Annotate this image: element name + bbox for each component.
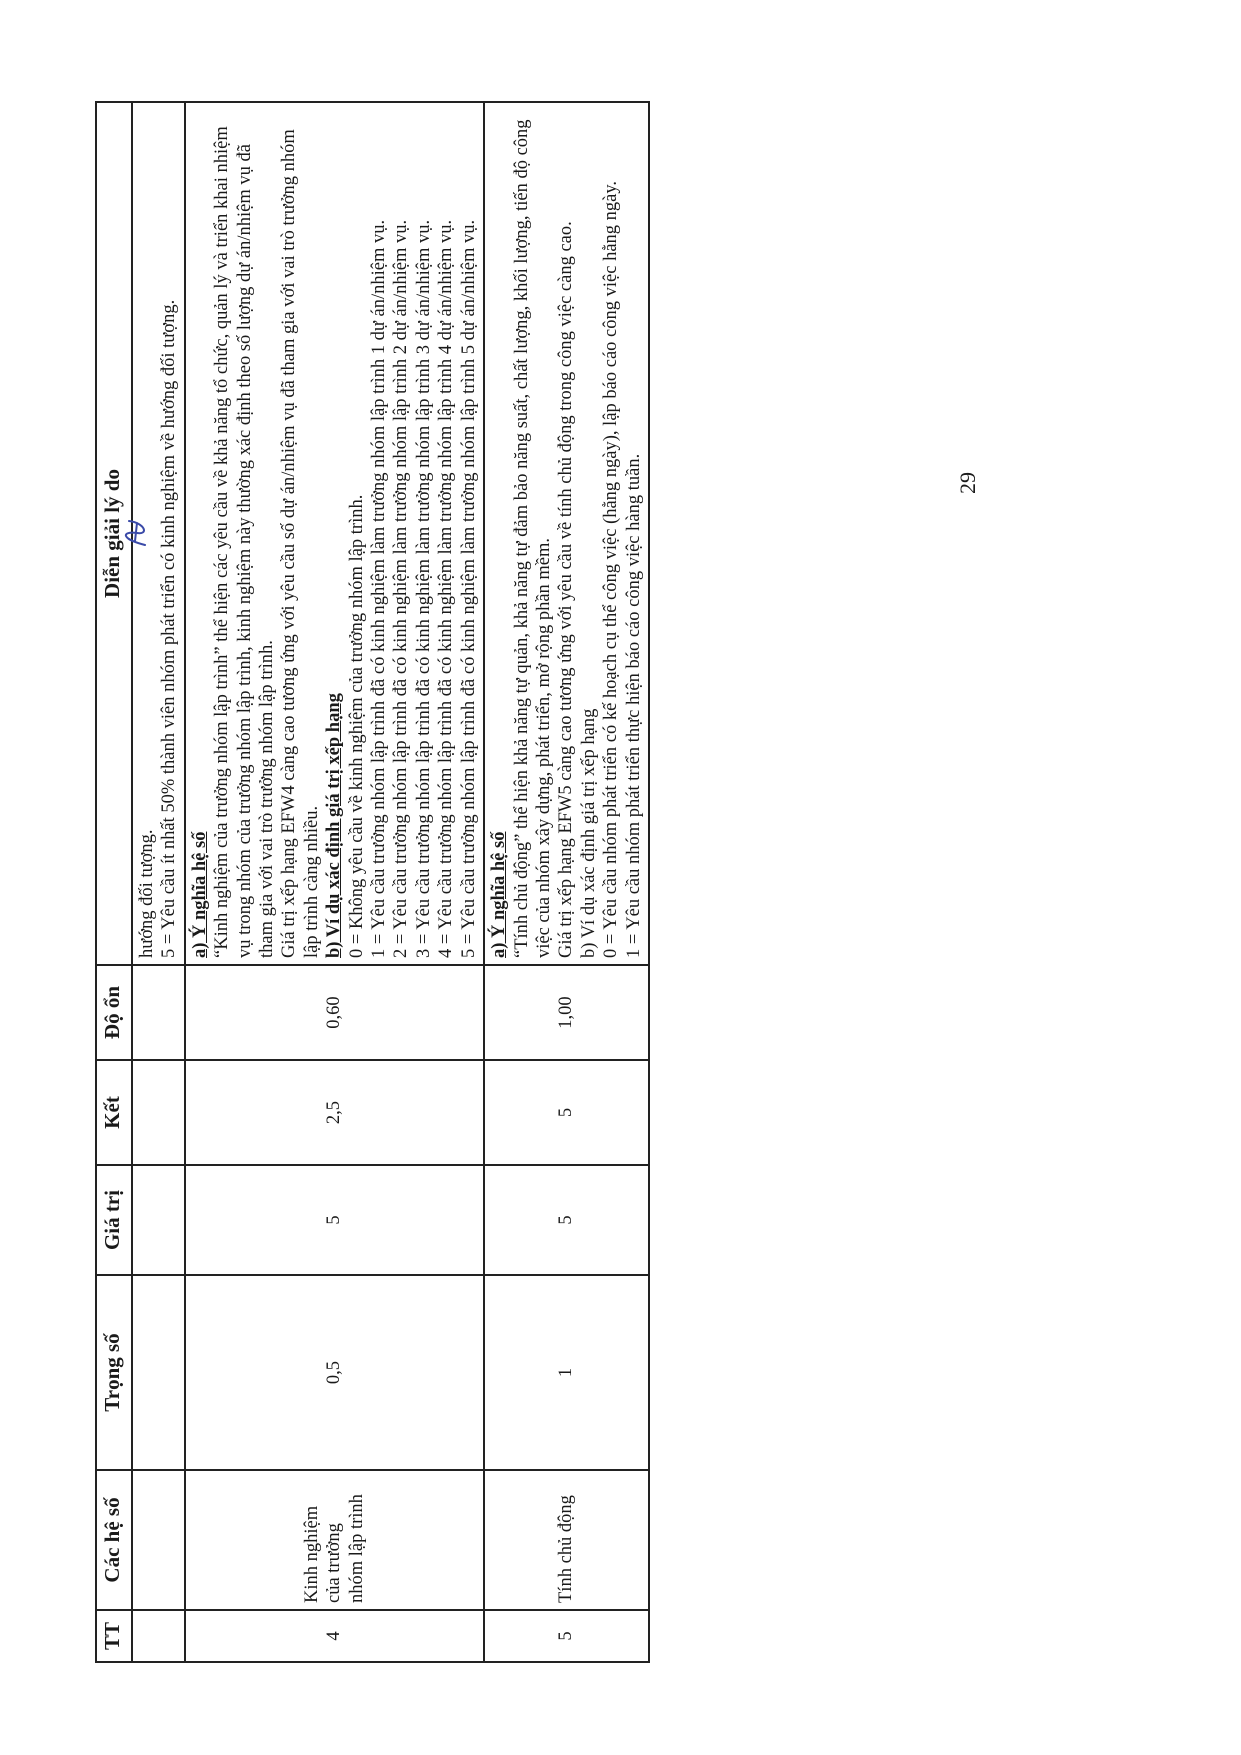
row-do-on: 1,00: [484, 965, 649, 1060]
row-ket: 2,5: [185, 1060, 484, 1165]
row-he-so: Kinh nghiệm của trưởng nhóm lập trình: [185, 1470, 484, 1610]
column-header-dien-giai: Diễn giải lý do: [96, 102, 132, 965]
column-header-trong-so: Trọng số: [96, 1275, 132, 1470]
column-header-do-on: Độ ổn: [96, 965, 132, 1060]
row-tt: 4: [185, 1610, 484, 1662]
row-gia-tri: 5: [484, 1165, 649, 1275]
column-header-he-so: Các hệ số: [96, 1470, 132, 1610]
row-trong-so: 1: [484, 1275, 649, 1470]
page-number: 29: [955, 472, 980, 494]
table-row-5: [484, 102, 649, 1662]
column-header-gia-tri: Giá trị: [96, 1165, 132, 1275]
document-page: [95, 103, 1105, 1663]
table-row-continuation: [132, 102, 185, 1662]
signature-icon: [115, 513, 155, 553]
row-tt: 5: [484, 1610, 649, 1662]
row-do-on: 0,60: [185, 965, 484, 1060]
table-row-4: [185, 102, 484, 1662]
continuation-text: hướng đối tượng. 5 = Yêu cầu ít nhất 50% thành viên nhóm phát triển có kinh nghiệm về hướng đối tượng.: [132, 102, 185, 965]
section-heading: a) Ý nghĩa hệ số: [189, 831, 210, 958]
row-gia-tri: 5: [185, 1165, 484, 1275]
row-he-so: Tính chủ động: [484, 1470, 649, 1610]
row-ket: 5: [484, 1060, 649, 1165]
row-dien-giai: a) Ý nghĩa hệ số “Tính chủ động” thể hiện khả năng tự quản, khả năng tự đảm bảo năng suất, chất lượng, khối lượng, tiến độ công việc của nhóm xây dựng, phát triển, mở rộng phần mềm. Giá trị xếp hạng EFW5 càng cao tương ứng với yêu cầu về tính chủ động trong công việc càng cao. b) Ví dụ xác định giá trị xếp hạng 0 = Yêu cầu nhóm phát triển có kế hoạch cụ thể công việc (hằng ngày), lập báo cáo công việc hằng ngày. 1 = Yêu cầu nhóm phát triển thực hiện báo cáo công việc hàng tuần.: [484, 102, 649, 965]
row-trong-so: 0,5: [185, 1275, 484, 1470]
section-heading: a) Ý nghĩa hệ số: [489, 831, 510, 958]
column-header-tt: TT: [96, 1610, 132, 1662]
table-header-row: [96, 102, 132, 1662]
row-dien-giai: a) Ý nghĩa hệ số “Kinh nghiệm của trưởng nhóm lập trình” thể hiện các yêu cầu về khả năng tổ chức, quản lý và triển khai nhiệm vụ trong nhóm của trưởng nhóm lập trình, kinh nghiệm này thường xác định theo số lượng dự án/nhiệm vụ đã tham gia với vai trò trưởng nhóm lập trình. Giá trị xếp hạng EFW4 càng cao tương ứng với yêu cầu số dự án/nhiệm vụ đã tham gia với vai trò trưởng nhóm lập trình càng nhiều. b) Ví dụ xác định giá trị xếp hạng 0 = Không yêu cầu về kinh nghiệm của trưởng nhóm lập trình. 1 = Yêu cầu trưởng nhóm lập trình đã có kinh nghiệm làm trưởng nhóm lập trình 1 dự án/nhiệm vụ. 2 = Yêu cầu trưởng nhóm lập trình đã có kinh nghiệm làm trưởng nhóm lập trình 2 dự án/nhiệm vụ. 3 = Yêu cầu trưởng nhóm lập trình đã có kinh nghiệm làm trưởng nhóm lập trình 3 dự án/nhiệm vụ. 4 = Yêu cầu trưởng nhóm lập trình đã có kinh nghiệm làm trưởng nhóm lập trình 4 dự án/nhiệm vụ. 5 = Yêu cầu trưởng nhóm lập trình đã có kinh nghiệm làm trưởng nhóm lập trình 5 dự án/nhiệm vụ.: [185, 102, 484, 965]
coefficient-table: [95, 101, 650, 1663]
column-header-ket: Kết: [96, 1060, 132, 1165]
section-heading: b) Ví dụ xác định giá trị xếp hạng: [324, 693, 345, 958]
